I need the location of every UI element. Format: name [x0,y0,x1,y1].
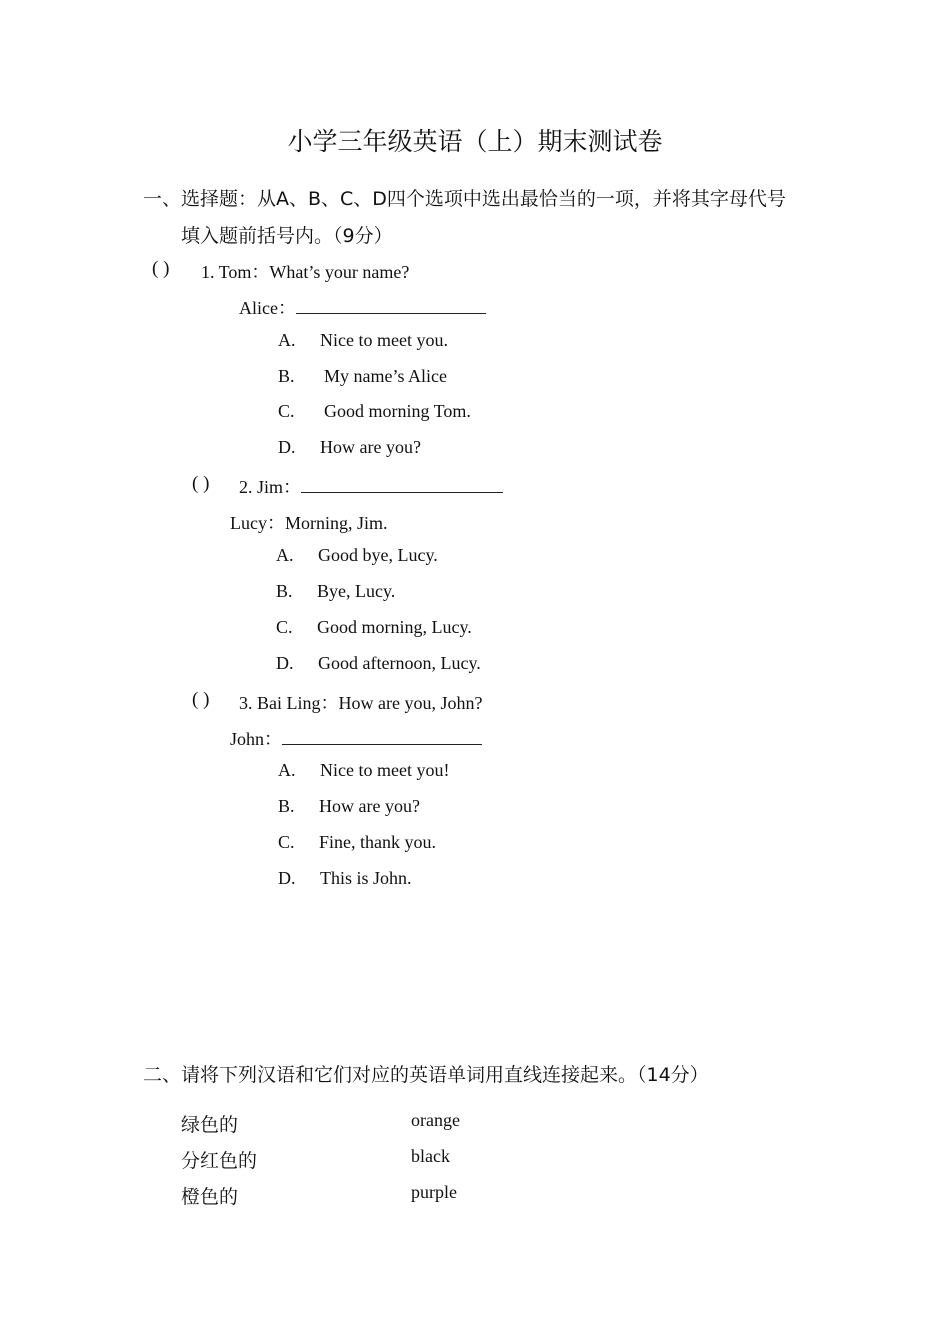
option-letter: C. [278,832,295,852]
option-text: Bye, Lucy. [317,581,396,601]
option-text: This is John. [320,868,412,888]
option-text: How are you? [319,796,420,816]
option-text: Good morning Tom. [324,401,471,421]
match-english-word[interactable]: orange [411,1110,460,1130]
option-text: How are you? [320,437,421,457]
answer-blank[interactable] [296,295,486,314]
option-text: Good afternoon, Lucy. [318,653,481,673]
answer-paren[interactable]: ( ) [192,689,210,710]
match-english-word[interactable]: black [411,1146,450,1166]
option-letter: B. [278,366,295,386]
option-letter: C. [278,401,295,421]
section1-heading-line2: 填入题前括号内。（9分） [181,225,393,247]
match-chinese-word[interactable]: 绿色的 [181,1114,239,1136]
section1-heading-line1: 一、选择题：从A、B、C、D四个选项中选出最恰当的一项，并将其字母代号 [143,188,786,210]
answer-paren[interactable]: ( ) [152,258,170,279]
option-text: Good morning, Lucy. [317,617,472,637]
option-letter: A. [276,545,294,565]
match-chinese-word[interactable]: 分红色的 [181,1150,258,1172]
question-2-prompt [239,473,503,499]
question-3-response-label [230,725,482,751]
match-english-word[interactable]: purple [411,1182,457,1202]
option-text: Fine, thank you. [319,832,436,852]
option-letter: D. [278,437,296,457]
option-text: Nice to meet you! [320,760,450,780]
option-letter: C. [276,617,293,637]
question-3-prompt: 3. Bai Ling：How are you, John? [239,693,483,713]
response-speaker: John： [230,729,283,749]
section2-heading: 二、请将下列汉语和它们对应的英语单词用直线连接起来。（14分） [143,1064,709,1086]
response-speaker: Alice： [239,298,296,318]
question-1-prompt: 1. Tom：What’s your name? [201,262,410,282]
answer-blank[interactable] [301,474,503,493]
match-chinese-word[interactable]: 橙色的 [181,1186,239,1208]
answer-blank[interactable] [282,726,482,745]
option-letter: D. [278,868,296,888]
option-letter: B. [278,796,295,816]
option-letter: B. [276,581,293,601]
option-text: Nice to meet you. [320,330,448,350]
option-letter: A. [278,330,296,350]
question-2-response: Lucy：Morning, Jim. [230,513,388,533]
page-title: 小学三年级英语（上）期末测试卷 [287,127,663,156]
option-letter: D. [276,653,294,673]
option-text: My name’s Alice [324,366,447,386]
option-text: Good bye, Lucy. [318,545,438,565]
question-1-response-label [239,294,486,320]
prompt-speaker: 2. Jim： [239,477,302,497]
answer-paren[interactable]: ( ) [192,473,210,494]
option-letter: A. [278,760,296,780]
